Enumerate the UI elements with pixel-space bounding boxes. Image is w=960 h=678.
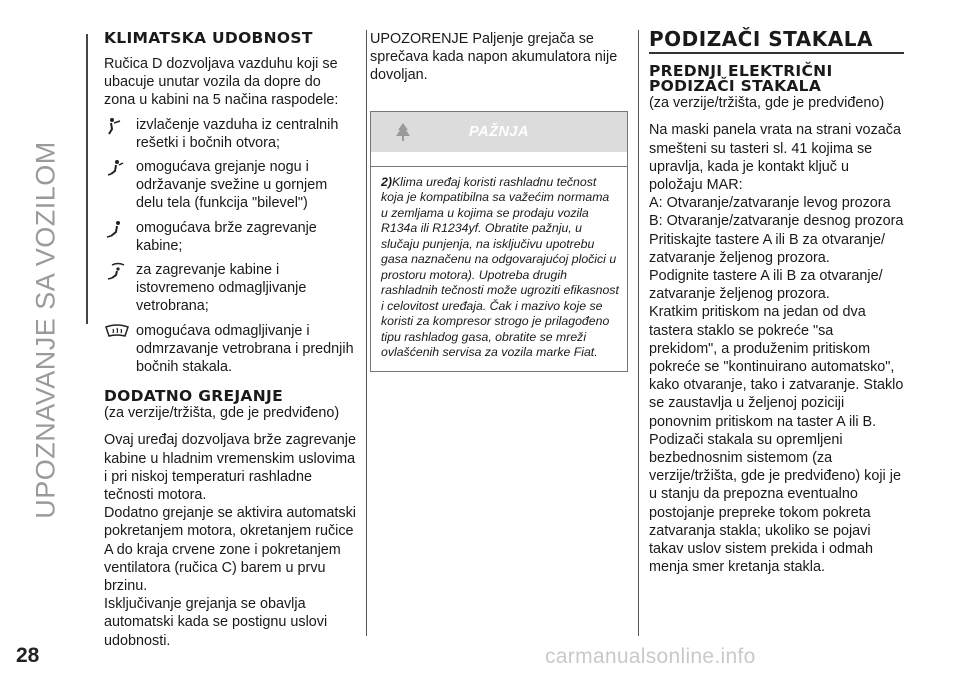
short-press-desc: Kratkim pritiskom na jedan od dva tastera staklo se pokreće "sa prekidom", a produženim pritiskom pokreće se "kontinuirano automatsko", kako otvaranje, tako i zatvaranje. Staklo se zaustavlja u željenoj poziciji ponovnim pritiskom na taster A ili B. xyxy=(649,304,904,430)
climate-intro: Ručica D dozvoljava vazduhu koji se ubacuje unutar vozila da dopre do zona u kabini na 5 načina raspodele: xyxy=(104,56,339,109)
column-warnings xyxy=(370,30,628,372)
attention-header xyxy=(371,112,627,152)
note-number: 2) xyxy=(381,174,392,189)
sidebar-divider xyxy=(86,34,88,324)
attention-box xyxy=(370,111,628,372)
extra-heating-activation: Dodatno grejanje se aktivira automatski pokretanjem motora, okretanjem ručice A do kraja crvene zone i pokretanjem ventilatora (ručica C) barem u prvu brzinu. xyxy=(104,505,356,595)
mode-item xyxy=(104,116,356,152)
extra-heating-note: (za verzije/tržišta, gde je predviđeno) xyxy=(104,405,340,422)
safety-system-desc: Podizači stakala su opremljeni bezbednosnim sistemom (za verzije/tržišta, gde je predviđeno) koji je u stanju da prepozna eventualno postojanje prepreke tokom pokreta zatvaranja stakla; ukoliko se pojavi takav uslov sistem prekida i odmah menja smer kretanja stakla. xyxy=(649,431,901,576)
windows-note: (za verzije/tržišta, gde je predviđeno) xyxy=(649,95,885,112)
feet-defrost-icon xyxy=(104,262,136,280)
mode-text: omogućava brže zagrevanje kabine; xyxy=(136,219,317,254)
press-instruction: Pritiskajte tastere A ili B za otvaranje/ zatvaranje željenog prozora. xyxy=(649,231,885,266)
button-a-desc: A: Otvaranje/zatvaranje levog prozora xyxy=(649,195,891,212)
heading-window-lifters: PODIZAČI STAKALA xyxy=(649,30,904,54)
face-vent-icon xyxy=(104,117,136,135)
battery-warning: UPOZORENJE Paljenje grejača se sprečava kada napon akumulatora nije dovoljan. xyxy=(370,31,618,84)
heading-climate-comfort: KLIMATSKA UDOBNOST xyxy=(104,29,313,47)
mode-item xyxy=(104,261,356,316)
attention-note xyxy=(371,166,627,371)
note-text: Klima uređaj koristi rashladnu tečnost koja je kompatibilna sa važećim normama u zemljama u kojima se prodaju vozila R134a ili R1234yf. Obratite pažnju, u slučaju punjenja, na isključivu upotrebu gasa naznačenu na odgovarajućoj pločici u prostoru motora). Upotreba drugih rashladnih tečnosti može ugroziti efikasnost i celovitost uređaja. Čak i mazivo koje se koristi za kompresor strogo je prilagođeno tipu rashladog gasa, obratite se mreži ovlašćenih servisa za vozila marke Fiat. xyxy=(381,174,619,360)
watermark: carmanualsonline.info xyxy=(545,645,756,668)
heading-window-lifters-sub: PODIZAČI STAKALA xyxy=(649,77,822,96)
mode-text: za zagrevanje kabine i istovremeno odmagljivanje vetrobrana; xyxy=(136,262,307,315)
attention-title: PAŽNJA xyxy=(469,123,529,140)
sidebar-section-title: UPOZNAVANJE SA VOZILOM xyxy=(30,141,61,519)
mode-item xyxy=(104,322,356,377)
mode-item xyxy=(104,219,356,255)
column-divider-1 xyxy=(366,30,367,636)
windscreen-defrost-icon xyxy=(104,323,136,341)
bilevel-vent-icon xyxy=(104,159,136,177)
mode-text: izvlačenje vazduha iz centralnih rešetki i bočnih otvora; xyxy=(136,116,339,151)
heading-extra-heating: DODATNO GREJANJE xyxy=(104,387,283,406)
column-windows xyxy=(649,27,904,576)
extra-heating-deactivation: Isključivanje grejanja se obavlja automatski kada se postignu uslovi udobnosti. xyxy=(104,596,328,649)
extra-heating-body: Ovaj uređaj dozvoljava brže zagrevanje kabine u hladnim vremenskim uslovima i pri niskoj temperaturi rashladne tečnosti motora. xyxy=(104,432,356,504)
lift-instruction: Podignite tastere A ili B za otvaranje/ zatvaranje željenog prozora. xyxy=(649,268,883,303)
column-climate xyxy=(104,30,356,650)
windows-intro: Na maski panela vrata na strani vozača smešteni su tasteri sl. 41 kojima se upravlja, kada je kontakt ključ u položaju MAR: xyxy=(649,122,901,194)
feet-vent-icon xyxy=(104,220,136,238)
page-number: 28 xyxy=(16,644,40,667)
column-divider-2 xyxy=(638,30,639,636)
mode-item xyxy=(104,158,356,213)
button-b-desc: B: Otvaranje/zatvaranje desnog prozora xyxy=(649,213,904,230)
mode-text: omogućava odmagljivanje i odmrzavanje vetrobrana i prednjih bočnih stakala. xyxy=(136,322,354,376)
mode-text: omogućava grejanje nogu i održavanje svežine u gornjem delu tela (funkcija "bilevel") xyxy=(136,159,328,212)
heading-front-electric: PREDNJI ELEKTRIČNI xyxy=(649,62,833,81)
